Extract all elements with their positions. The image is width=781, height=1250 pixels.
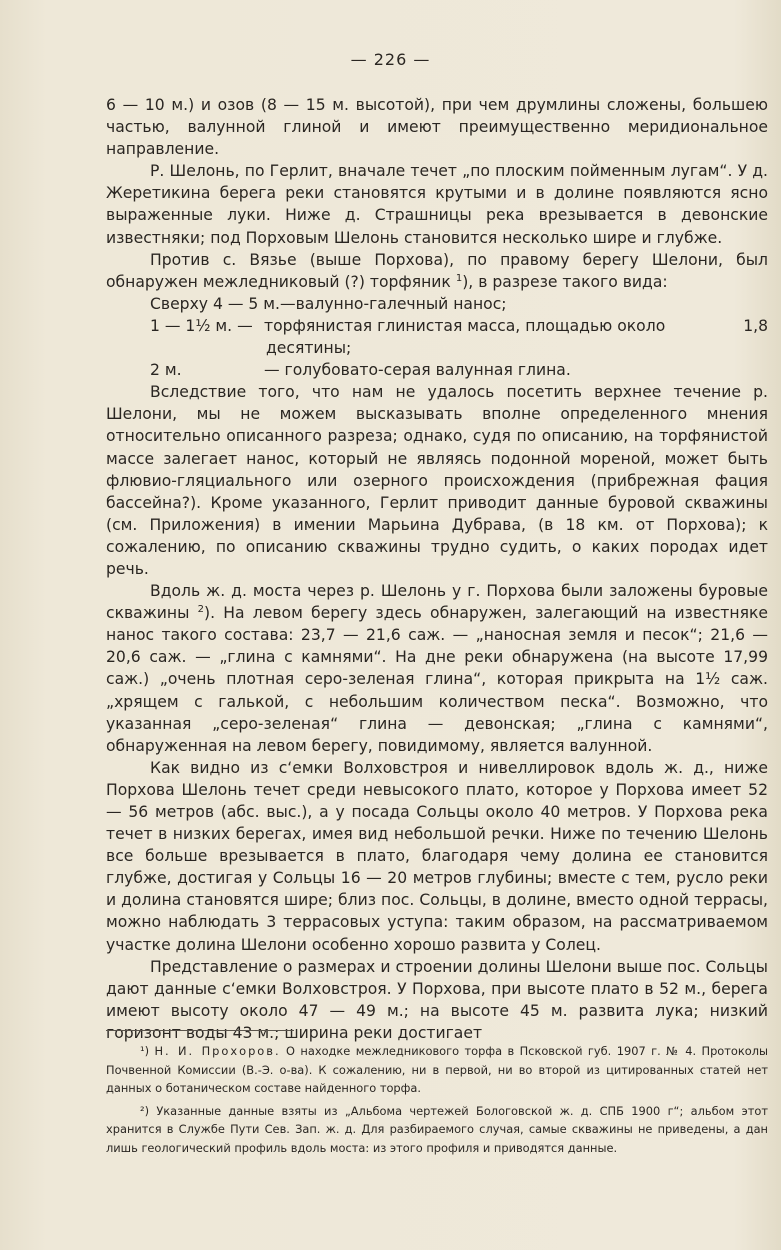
paragraph-5: [106, 580, 768, 757]
page-number: — 226 —: [350, 50, 431, 69]
paragraph-3-text: Против с. Вязье (выше Порхова), по правому берегу Шелони, был обнаружен межледниковый (?) торфяник: [106, 250, 768, 291]
section-row-1: [106, 293, 768, 315]
footnote-1-text: О находке межледникового торфа в Псковской губ. 1907 г. № 4. Протоколы Почвенной Комиссии (В.-Э. о-ва). К сожалению, ни в первой, ни во второй из цитированных статей нет данных о ботаническом составе найденного торфа.: [106, 1044, 768, 1096]
section-row-2-range: 1 — 1½ м. —: [150, 316, 253, 335]
paragraph-5-tail: ). На левом берегу здесь обнаружен, залегающий на известняке нанос такого состава: 23,7 — 21,6 саж. — „наносная земля и песок“; 21,6 — 20,6 саж. — „глина с камнями“. На дне реки обнаружена (на высоте 17,99 саж.) „очень плотная серо-зеленая глина“, которая прикрыта на 1½ саж. „хрящем с галькой, с небольшим количеством песка“. Возможно, что указанная „серо-зеленая“ глина — девонская; „глина с камнями“, обнаруженная на левом берегу, повидимому, является валунной.: [106, 604, 768, 755]
body-text: [106, 94, 768, 1044]
section-row-1-text: Сверху 4 — 5 м.—валунно-галечный нанос;: [150, 294, 507, 313]
footnote-ref-2: 2: [197, 603, 205, 615]
paragraph-7: Представление о размерах и строении долины Шелони выше пос. Сольцы дают данные с‘емки Волховстроя. У Порхова, при высоте плато в 52 м., берега имеют высоту около 47 — 49 м.; на высоте 45 м. развита лука; низкий горизонт воды 43 м.; ширина реки достигает: [106, 957, 768, 1042]
footnote-2: [106, 1102, 768, 1158]
paragraph-1: 6 — 10 м.) и озов (8 — 15 м. высотой), при чем друмлины сложены, большею частью, валунной глиной и имеют преимущественно меридиональное направление.: [106, 96, 768, 159]
footnote-ref-1: 1: [455, 272, 463, 284]
paragraph-3: [106, 249, 768, 293]
footnote-divider: [106, 1030, 294, 1031]
paragraph-3-tail: ), в разрезе такого вида:: [462, 272, 668, 291]
footnote-1: [106, 1042, 768, 1098]
footnote-2-text: Указанные данные взяты из „Альбома чертежей Бологовской ж. д. СПБ 1900 г“; альбом этот хранится в Службе Пути Сев. Зап. ж. д. Для разбираемого случая, самые скважины не приведены, а дан лишь геологический профиль вдоль моста: из этого профиля и приводятся данные.: [106, 1103, 768, 1155]
footnote-2-marker: ²): [140, 1103, 150, 1118]
section-row-3-desc: — голубовато-серая валунная глина.: [264, 361, 571, 380]
section-row-2: [106, 315, 768, 337]
paragraph-2: Р. Шелонь, по Герлит, вначале течет „по плоским пойменным лугам“. У д. Жеретикина берега реки становятся крутыми и в долине появляются ясно выраженные луки. Ниже д. Страшницы река врезывается в девонские известняки; под Порховым Шелонь становится несколько шире и глубже.: [106, 162, 768, 247]
paragraph-4: Вследствие того, что нам не удалось посетить верхнее течение р. Шелони, мы не можем высказывать вполне определенного мнения относительно описанного разреза; однако, судя по описанию, на торфянистой массе залегает нанос, который не являясь подонной мореной, может быть флювио-гляциального или озерного происхождения (прибрежная фация бассейна?). Кроме указанного, Герлит приводит данные буровой скважины (см. Приложения) в имении Марьина Дубрава, (в 18 км. от Порхова); к сожалению, по описанию скважины трудно судить, о каких породах идет речь.: [106, 383, 768, 578]
footnote-1-marker: ¹): [140, 1044, 150, 1058]
footnote-1-author: Н. И. Прохоров.: [154, 1044, 281, 1058]
section-row-3-range: 2 м.: [150, 361, 182, 380]
section-row-2-desc: торфянистая глинистая масса, площадью около: [264, 316, 666, 335]
section-row-3: [106, 359, 768, 381]
paragraph-5-text: Вдоль ж. д. моста через р. Шелонь у г. Порхова были заложены буровые скважины: [106, 582, 768, 623]
footnotes: [106, 1042, 768, 1162]
paragraph-6: Как видно из с‘емки Волховстроя и нивеллировок вдоль ж. д., ниже Порхова Шелонь течет среди невысокого плато, которое у Порхова имеет 52 — 56 метров (абс. выс.), а у посада Сольцы около 40 метров. У Порхова река течет в низких берегах, имея вид небольшой речки. Ниже по течению Шелонь все больше врезывается в плато, благодаря чему долина ее становится глубже, достигая у Сольцы 16 — 20 метров глубины; вместе с тем, русло реки и долина становятся шире; близ пос. Сольцы, в долине, вместо одной террасы, можно наблюдать 3 террасовых уступа: таким образом, на рассматриваемом участке долина Шелони особенно хорошо развита у Солец.: [106, 758, 768, 954]
section-row-2-cont: десятины;: [266, 339, 352, 358]
section-row-2-value: 1,8: [743, 316, 768, 335]
